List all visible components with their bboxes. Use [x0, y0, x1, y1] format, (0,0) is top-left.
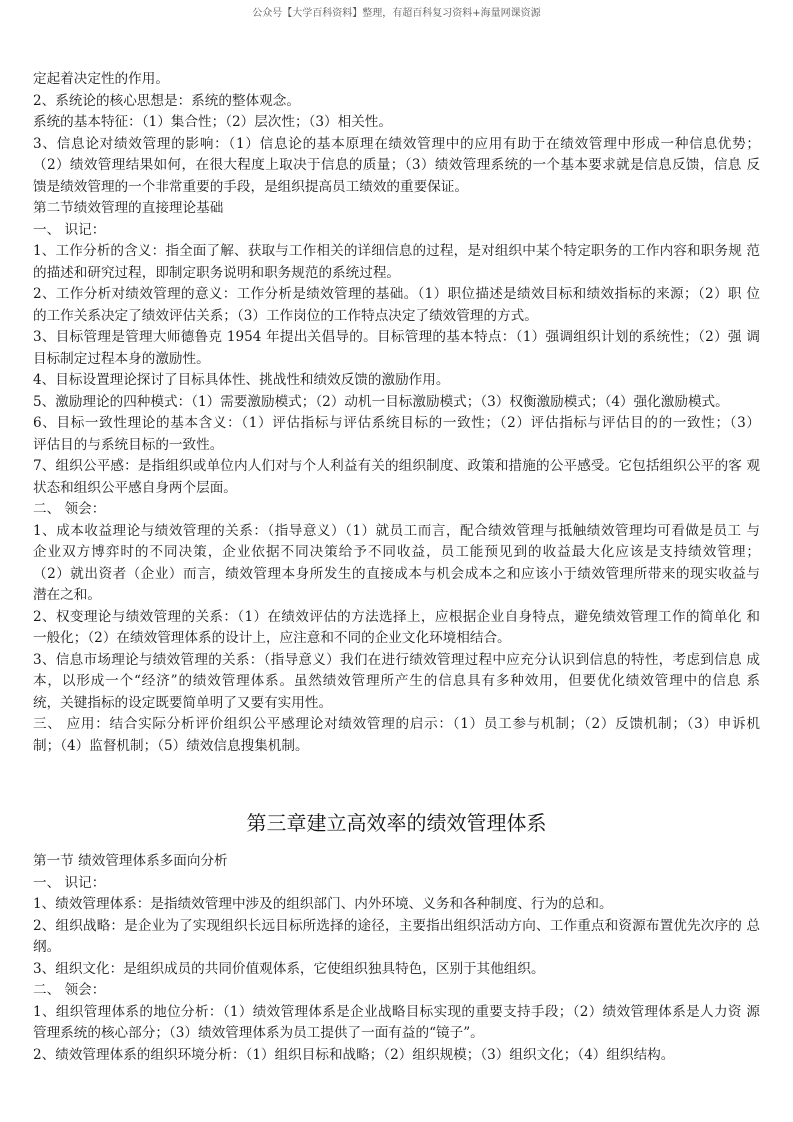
paragraph	[33, 521, 760, 607]
text-line: 纲。	[33, 939, 61, 955]
header-watermark: 公众号【大学百科资料】整理，有超百科复习资料+海量网课资源	[252, 8, 541, 19]
text-line: 3、信息市场理论与绩效管理的关系：（指导意义）我们在进行绩效管理过程中应充分认识到信息的特性，考虑到信息 成	[33, 651, 760, 668]
paragraph	[33, 607, 760, 650]
paragraph	[33, 650, 760, 715]
paragraph	[33, 327, 760, 370]
text-line: 二、 领会：	[33, 501, 106, 517]
paragraph	[33, 370, 760, 392]
text-line: 潜在之和。	[33, 587, 101, 603]
text-line: 系统的基本特征：（1）集合性；（2）层次性；（3）相关性。	[33, 114, 392, 130]
text-line: 馈是绩效管理的一个非常重要的手段，是组织提高员工绩效的重要保证。	[33, 178, 468, 195]
text-line: 一般化；（2）在绩效管理体系的设计上，应注意和不同的企业文化环境相结合。	[33, 630, 511, 646]
paragraph	[33, 392, 760, 414]
text-line: 1、组织管理体系的地位分析：（1）绩效管理体系是企业战略目标实现的重要支持手段；（2）绩效管理体系是人力资 源	[33, 1003, 760, 1020]
paragraph	[33, 91, 760, 113]
text-line: 2、绩效管理体系的组织环境分析：（1）组织目标和战略；（2）组织规模；（3）组织文化；（4）组织结构。	[33, 1046, 675, 1063]
paragraph	[33, 980, 760, 1002]
text-line: 2、工作分析对绩效管理的意义：工作分析是绩效管理的基础。（1）职位描述是绩效目标和绩效指标的来源；（2）职 位	[33, 286, 760, 302]
paragraph	[33, 198, 760, 220]
paragraph	[33, 284, 760, 327]
paragraph	[33, 69, 760, 91]
paragraph	[33, 873, 760, 895]
text-line: 1、工作分析的含义：指全面了解、获取与工作相关的详细信息的过程，是对组织中某个特定职务的工作内容和职务规 范	[33, 243, 760, 259]
text-line: 管理系统的核心部分；（3）绩效管理体系为员工提供了一面有益的“镜子”。	[33, 1025, 484, 1041]
paragraph	[33, 851, 760, 873]
paragraph	[33, 220, 760, 242]
text-line: 2、组织战略：是企业为了实现组织长远目标所选择的途径，主要指出组织活动方向、工作重点和资源布置优先次序的 总	[33, 917, 760, 934]
text-line: 统，关键指标的设定既要简单明了又要有实用性。	[33, 694, 333, 711]
paragraph	[33, 241, 760, 284]
paragraph	[33, 112, 760, 134]
text-line: 三、 应用：结合实际分析评价组织公平感理论对绩效管理的启示：（1）员工参与机制；（2）反馈机制；（3）申诉机	[33, 716, 760, 732]
paragraph	[33, 714, 760, 757]
text-line: 评估目的与系统目标的一致性。	[33, 436, 224, 453]
text-line: （2）绩效管理结果如何，在很大程度上取决于信息的质量；（3）绩效管理系统的一个基本要求就是信息反馈，信息 反	[33, 157, 760, 173]
paragraph	[33, 916, 760, 959]
text-line: 3、组织文化：是组织成员的共同价值观体系，它使组织独具特色，区别于其他组织。	[33, 960, 545, 977]
document-body-part2	[33, 851, 760, 1066]
text-line: 企业双方博弈时的不同决策，企业依据不同决策给予不同收益，员工能预见到的收益最大化应该是支持绩效管理；	[33, 544, 760, 560]
paragraph	[33, 1002, 760, 1045]
text-line: 本，以形成一个“经济”的绩效管理体系。虽然绩效管理所产生的信息具有多种效用，但要优化绩效管理中的信息 系	[33, 673, 760, 689]
text-line: 目标制定过程本身的激励性。	[33, 350, 210, 367]
text-line: 第一节 绩效管理体系多面向分析	[33, 853, 228, 869]
text-line: 5、激励理论的四种模式：（1）需要激励模式；（2）动机一目标激励模式；（3）权衡激励模式；（4）强化激励模式。	[33, 393, 729, 410]
paragraph	[33, 413, 760, 456]
text-line: 制；（4）监督机制；（5）绩效信息搜集机制。	[33, 737, 309, 754]
text-line: （2）就出资者（企业）而言，绩效管理本身所发生的直接成本与机会成本之和应该小于绩效管理所带来的现实收益与	[33, 565, 760, 582]
text-line: 一、 识记：	[33, 221, 106, 238]
text-line: 1、绩效管理体系：是指绩效管理中涉及的组织部门、内外环境、义务和各种制度、行为的总和。	[33, 896, 613, 912]
paragraph	[33, 959, 760, 981]
chapter-title: 第三章建立高效率的绩效管理体系	[246, 811, 547, 835]
text-line: 的描述和研究过程，即制定职务说明和职务规范的系统过程。	[33, 264, 401, 281]
text-line: 2、权变理论与绩效管理的关系：（1）在绩效评估的方法选择上，应根据企业自身特点，避免绩效管理工作的简单化 和	[33, 608, 760, 625]
paragraph	[33, 134, 760, 199]
paragraph	[33, 456, 760, 499]
text-line: 的工作关系决定了绩效评估关系；（3）工作岗位的工作特点决定了绩效管理的方式。	[33, 307, 538, 324]
paragraph	[33, 1045, 760, 1067]
text-line: 3、目标管理是管理大师德鲁克 1954 年提出关倡导的。目标管理的基本特点：（1）强调组织计划的系统性；（2）强 调	[33, 329, 760, 345]
text-line: 3、信息论对绩效管理的影响：（1）信息论的基本原理在绩效管理中的应用有助于在绩效管理中形成一种信息优势；	[33, 135, 760, 152]
text-line: 4、目标设置理论探讨了目标具体性、挑战性和绩效反馈的激励作用。	[33, 372, 450, 388]
text-line: 二、 领会：	[33, 982, 106, 998]
text-line: 2、系统论的核心思想是：系统的整体观念。	[33, 92, 300, 109]
text-line: 7、组织公平感：是指组织或单位内人们对与个人利益有关的组织制度、政策和措施的公平感受。它包括组织公平的客 观	[33, 458, 760, 474]
text-line: 状态和组织公平感自身两个层面。	[33, 479, 237, 496]
document-body-part1	[33, 69, 760, 757]
paragraph	[33, 894, 760, 916]
text-line: 6、目标一致性理论的基本含义：（1）评估指标与评估系统目标的一致性；（2）评估指标与评估目的的一致性；（3）	[33, 415, 760, 431]
paragraph	[33, 499, 760, 521]
text-line: 1、成本收益理论与绩效管理的关系：（指导意义）（1）就员工而言，配合绩效管理与抵触绩效管理均可看做是员工 与	[33, 522, 760, 539]
text-line: 一、 识记：	[33, 874, 106, 891]
text-line: 第二节绩效管理的直接理论基础	[33, 200, 224, 216]
text-line: 定起着决定性的作用。	[33, 71, 169, 87]
